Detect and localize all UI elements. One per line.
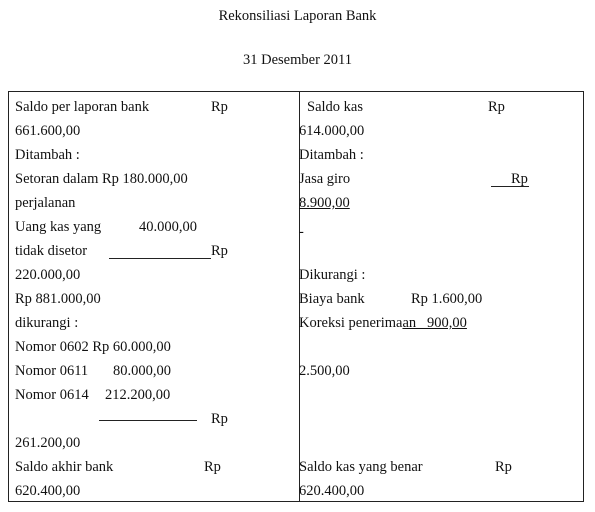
dash-mark: -	[299, 224, 304, 240]
receipt-correction-label: Koreksi penerima	[299, 315, 403, 331]
receipt-correction-row	[299, 315, 467, 332]
receipt-correction-amount: an 900,00	[402, 315, 467, 331]
giro-service-amount: 8.900,00	[299, 195, 350, 211]
deductions-currency: Rp	[211, 411, 228, 427]
check-0611-amount: 80.000,00	[113, 363, 171, 379]
bank-ending-balance-amount: 620.400,00	[15, 483, 81, 499]
corrected-cash-balance-amount: 620.400,00	[299, 483, 365, 499]
cash-additions-heading: Ditambah :	[299, 147, 364, 163]
deduction-subtotal-rule	[99, 420, 197, 421]
check-0614-label: Nomor 0614	[15, 387, 89, 403]
cash-balance-label: Saldo kas	[307, 99, 363, 115]
addition-subtotal-rule	[109, 258, 211, 259]
giro-service-label: Jasa giro	[299, 171, 351, 187]
additions-total: 220.000,00	[15, 267, 81, 283]
cash-deductions-heading: Dikurangi :	[299, 267, 366, 283]
undeposited-cash-label-cont: tidak disetor	[15, 243, 88, 259]
bank-additions-heading: Ditambah :	[15, 147, 80, 163]
check-0602-row: Nomor 0602 Rp 60.000,00	[15, 339, 171, 355]
cash-balance-currency: Rp	[488, 99, 505, 115]
cash-balance-amount: 614.000,00	[299, 123, 365, 139]
bank-balance-label: Saldo per laporan bank	[15, 99, 150, 115]
bank-ending-balance-currency: Rp	[204, 459, 221, 475]
bank-subtotal: Rp 881.000,00	[15, 291, 101, 307]
bank-balance-amount: 661.600,00	[15, 123, 81, 139]
bank-fee-label: Biaya bank	[299, 291, 365, 307]
giro-service-currency: Rp	[511, 171, 528, 187]
bank-ending-balance-label: Saldo akhir bank	[15, 459, 114, 475]
report-date: 31 Desember 2011	[243, 52, 352, 68]
corrected-cash-balance-currency: Rp	[495, 459, 512, 475]
check-0614-amount: 212.200,00	[105, 387, 171, 403]
check-0611-label: Nomor 0611	[15, 363, 89, 379]
bank-deductions-heading: dikurangi :	[15, 315, 79, 331]
undeposited-cash-label: Uang kas yang	[15, 219, 102, 235]
deductions-total: 261.200,00	[15, 435, 81, 451]
additions-currency: Rp	[211, 243, 228, 259]
corrected-cash-balance-label: Saldo kas yang benar	[299, 459, 423, 475]
cash-deductions-total: 2.500,00	[299, 363, 350, 379]
deposit-in-transit-label-cont: perjalanan	[15, 195, 76, 211]
bank-balance-currency: Rp	[211, 99, 228, 115]
report-title: Rekonsiliasi Laporan Bank	[218, 8, 377, 24]
undeposited-cash-amount: 40.000,00	[139, 219, 197, 235]
deposit-in-transit-label: Setoran dalam Rp 180.000,00	[15, 171, 188, 187]
reconciliation-table	[8, 91, 584, 502]
bank-fee-amount: Rp 1.600,00	[411, 291, 483, 307]
